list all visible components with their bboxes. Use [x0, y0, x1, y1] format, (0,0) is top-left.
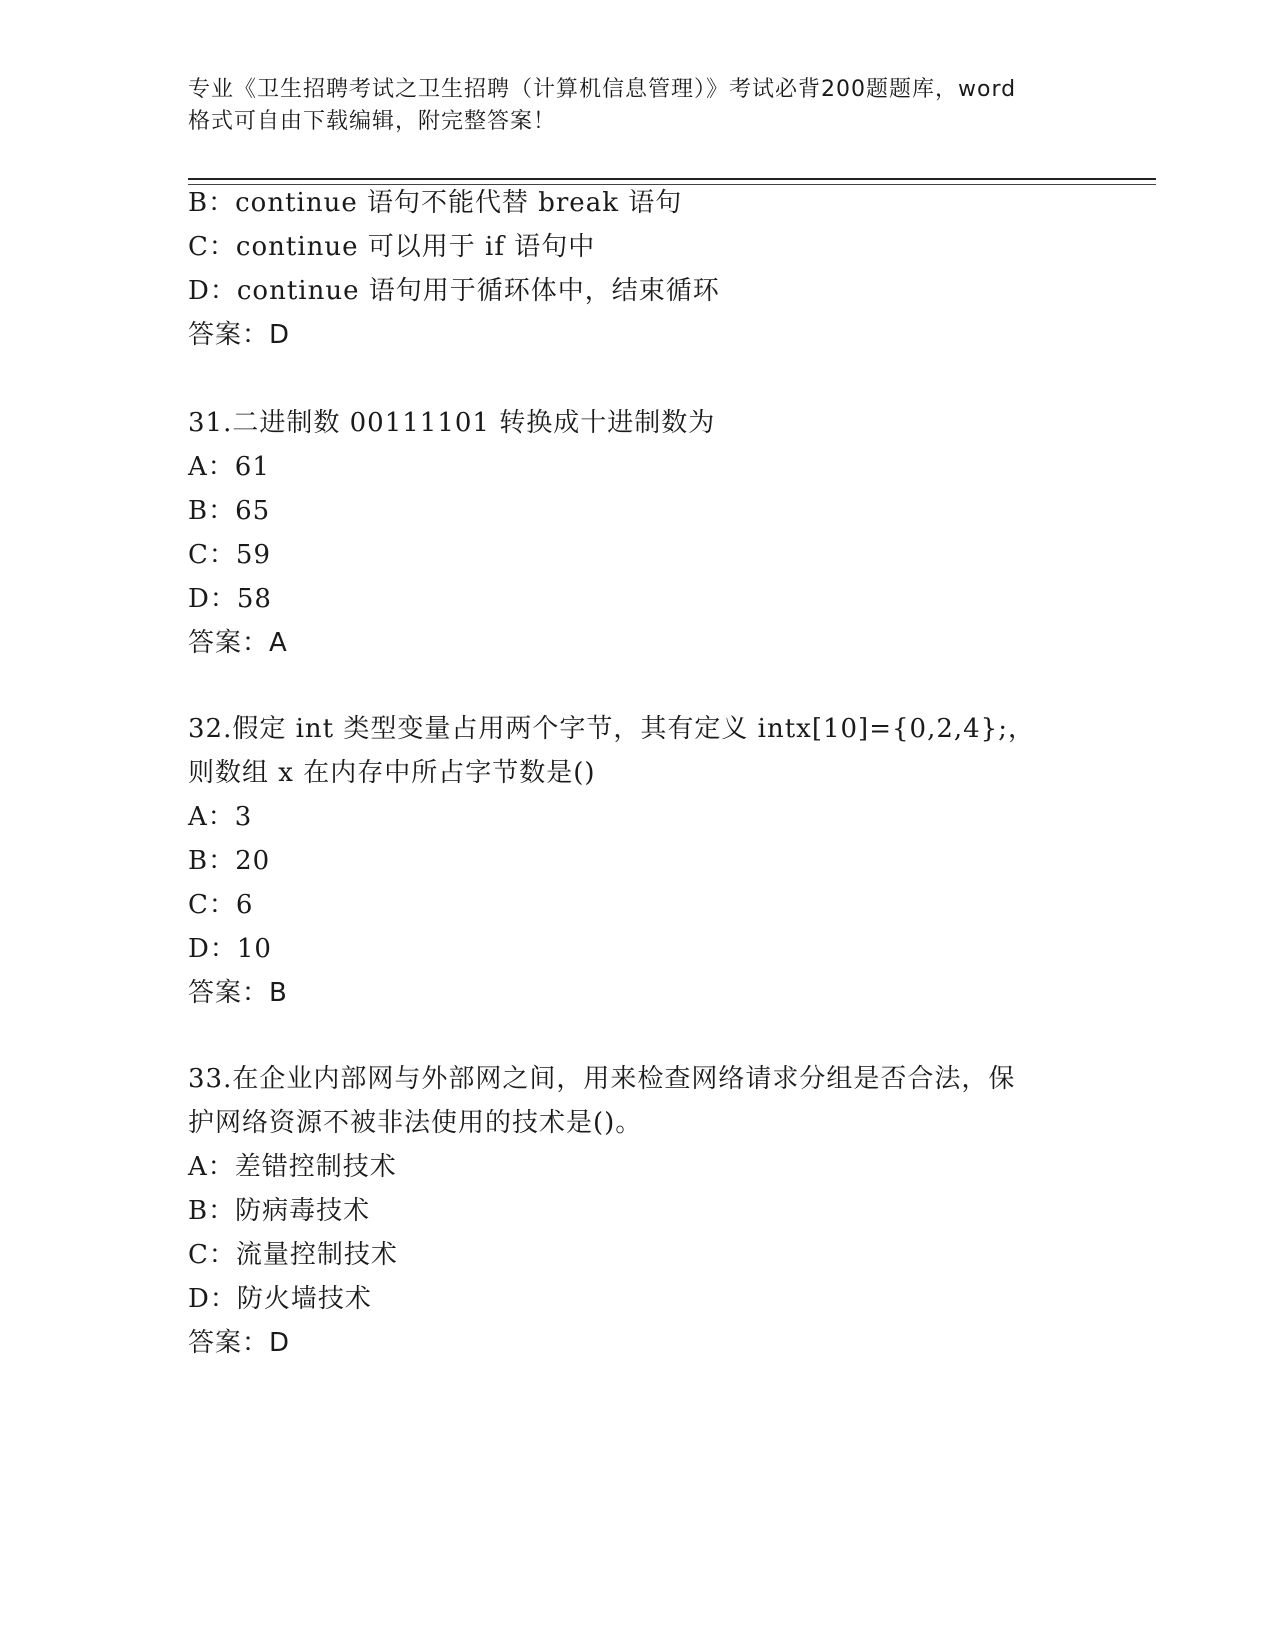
q33-stem-line-1: 33.在企业内部网与外部网之间，用来检查网络请求分组是否合法，保 — [188, 1064, 1016, 1094]
header-line-1: 专业《卫生招聘考试之卫生招聘（计算机信息管理）》考试必背200题题库，word — [188, 77, 1017, 102]
q32-option-a: A：3 — [188, 802, 253, 832]
q33-option-c: C：流量控制技术 — [188, 1240, 398, 1270]
q31-answer: 答案：A — [188, 628, 288, 658]
q32-option-d: D：10 — [188, 934, 272, 964]
q31-option-c: C：59 — [188, 540, 271, 570]
header-divider-thin — [188, 184, 1156, 185]
q33-option-d: D：防火墙技术 — [188, 1284, 372, 1314]
q30-option-d: D：continue 语句用于循环体中，结束循环 — [188, 276, 720, 306]
q33-option-a: A：差错控制技术 — [188, 1152, 397, 1182]
q30-option-b: B：continue 语句不能代替 break 语句 — [188, 188, 683, 218]
q32-stem-line-1: 32.假定 int 类型变量占用两个字节，其有定义 intx[10]={0,2,4};， — [188, 714, 1035, 744]
header-line-2: 格式可自由下载编辑，附完整答案！ — [188, 109, 557, 134]
q33-option-b: B：防病毒技术 — [188, 1196, 371, 1226]
q30-option-c: C：continue 可以用于 if 语句中 — [188, 232, 596, 262]
q31-option-a: A：61 — [188, 452, 270, 482]
document-header — [188, 74, 1088, 138]
q32-option-c: C：6 — [188, 890, 254, 920]
q32-stem-line-2: 则数组 x 在内存中所占字节数是() — [188, 758, 596, 788]
q32-answer: 答案：B — [188, 978, 288, 1008]
header-divider-thick — [188, 178, 1156, 180]
q31-stem: 31.二进制数 00111101 转换成十进制数为 — [188, 408, 716, 438]
q30-answer: 答案：D — [188, 320, 291, 350]
q31-option-d: D：58 — [188, 584, 272, 614]
q33-stem-line-2: 护网络资源不被非法使用的技术是()。 — [188, 1108, 643, 1138]
q33-answer: 答案：D — [188, 1328, 291, 1358]
q32-option-b: B：20 — [188, 846, 271, 876]
q31-option-b: B：65 — [188, 496, 271, 526]
